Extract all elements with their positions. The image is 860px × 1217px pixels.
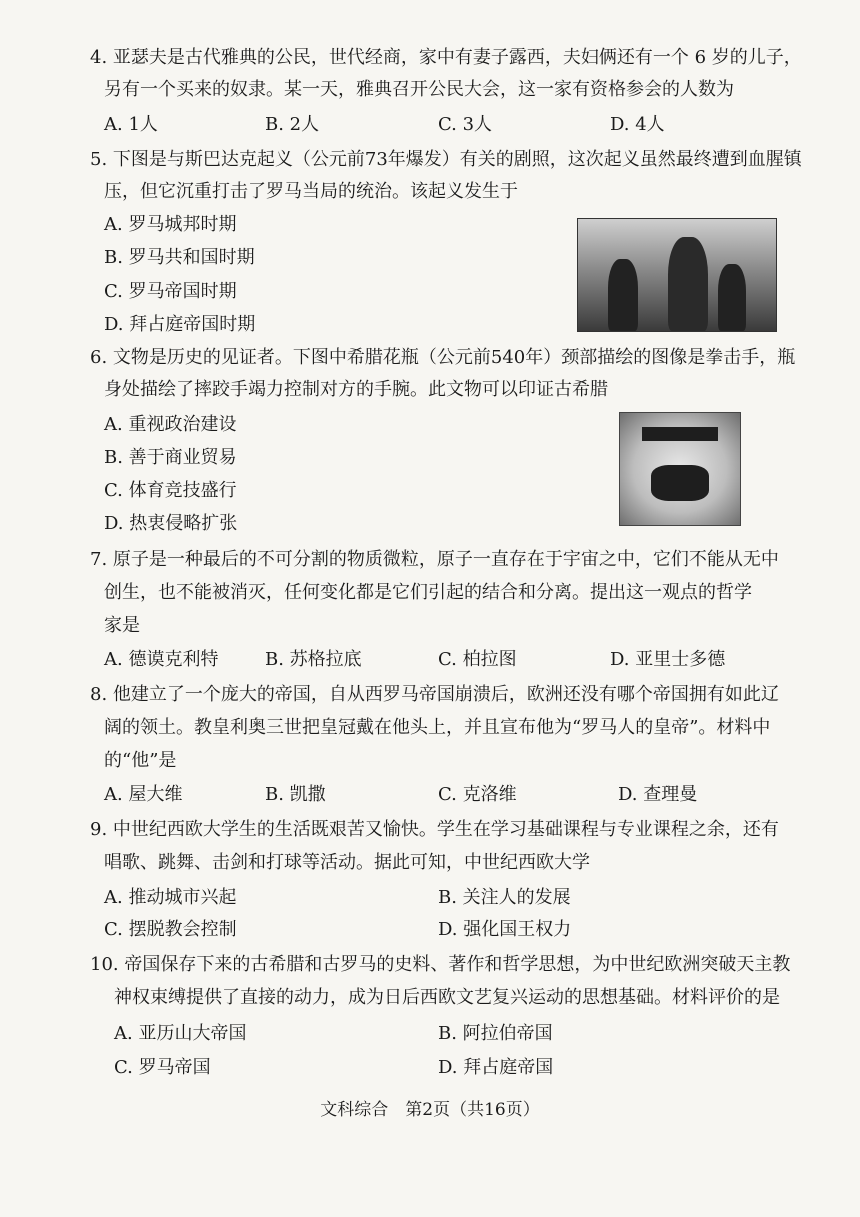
q10-option-b: B. 阿拉伯帝国 (438, 1023, 553, 1044)
q5-stem-line-1: 5. 下图是与斯巴达克起义（公元前73年爆发）有关的剧照，这次起义虽然最终遭到血腥镇 (90, 149, 802, 170)
q8-stem-line-2: 阔的领土。教皇利奥三世把皇冠戴在他头上，并且宣布他为“罗马人的皇帝”。材料中 (104, 717, 771, 738)
q9-option-c: C. 摆脱教会控制 (104, 919, 237, 940)
q8-option-a: A. 屋大维 (104, 784, 183, 805)
q5-option-b: B. 罗马共和国时期 (104, 247, 255, 268)
q8-stem-line-3: 的“他”是 (104, 750, 177, 771)
q5-option-a: A. 罗马城邦时期 (104, 214, 237, 235)
q4-option-a: A. 1人 (104, 114, 158, 135)
q9-option-a: A. 推动城市兴起 (104, 887, 237, 908)
q9-option-d: D. 强化国王权力 (438, 919, 572, 940)
q6-option-d: D. 热衷侵略扩张 (104, 513, 238, 534)
q10-option-a: A. 亚历山大帝国 (114, 1023, 247, 1044)
q7-stem-line-2: 创生，也不能被消灭，任何变化都是它们引起的结合和分离。提出这一观点的哲学 (104, 582, 752, 603)
q4-stem-line-2: 另有一个买来的奴隶。某一天，雅典召开公民大会，这一家有资格参会的人数为 (104, 79, 734, 100)
q7-option-a: A. 德谟克利特 (104, 649, 219, 670)
q7-option-c: C. 柏拉图 (438, 649, 517, 670)
q6-option-c: C. 体育竞技盛行 (104, 480, 237, 501)
q7-stem-line-1: 7. 原子是一种最后的不可分割的物质微粒，原子一直存在于宇宙之中，它们不能从无中 (90, 549, 779, 570)
q7-option-b: B. 苏格拉底 (265, 649, 362, 670)
page-footer: 文科综合 第2页（共16页） (320, 1100, 540, 1120)
q5-option-d: D. 拜占庭帝国时期 (104, 314, 256, 335)
q5-option-c: C. 罗马帝国时期 (104, 281, 237, 302)
q5-stem-line-2: 压，但它沉重打击了罗马当局的统治。该起义发生于 (104, 181, 518, 202)
q4-option-d: D. 4人 (610, 114, 665, 135)
q9-option-b: B. 关注人的发展 (438, 887, 571, 908)
q6-stem-line-1: 6. 文物是历史的见证者。下图中希腊花瓶（公元前540年）颈部描绘的图像是拳击手，瓶 (90, 347, 796, 368)
q8-option-c: C. 克洛维 (438, 784, 517, 805)
q4-option-b: B. 2人 (265, 114, 320, 135)
q4-stem-line-1: 4. 亚瑟夫是古代雅典的公民，世代经商，家中有妻子露西，夫妇俩还有一个 6 岁的儿子， (90, 47, 802, 68)
q10-stem-line-1: 10. 帝国保存下来的古希腊和古罗马的史料、著作和哲学思想，为中世纪欧洲突破天主教 (90, 954, 791, 975)
q8-option-b: B. 凯撒 (265, 784, 326, 805)
q6-stem-line-2: 身处描绘了摔跤手竭力控制对方的手腕。此文物可以印证古希腊 (104, 379, 608, 400)
q7-stem-line-3: 家是 (104, 615, 140, 636)
q9-stem-line-1: 9. 中世纪西欧大学生的生活既艰苦又愉快。学生在学习基础课程与专业课程之余，还有 (90, 819, 779, 840)
q6-option-a: A. 重视政治建设 (104, 414, 237, 435)
q8-stem-line-1: 8. 他建立了一个庞大的帝国，自从西罗马帝国崩溃后，欧洲还没有哪个帝国拥有如此辽 (90, 684, 779, 705)
q7-option-d: D. 亚里士多德 (610, 649, 726, 670)
q10-stem-line-2: 神权束缚提供了直接的动力，成为日后西欧文艺复兴运动的思想基础。材料评价的是 (114, 987, 780, 1008)
q8-option-d: D. 查理曼 (618, 784, 698, 805)
q10-option-c: C. 罗马帝国 (114, 1057, 211, 1078)
q4-option-c: C. 3人 (438, 114, 493, 135)
greek-vase-image (619, 412, 741, 526)
q9-stem-line-2: 唱歌、跳舞、击剑和打球等活动。据此可知，中世纪西欧大学 (104, 852, 590, 873)
q6-option-b: B. 善于商业贸易 (104, 447, 237, 468)
spartacus-film-still-image (577, 218, 777, 332)
q10-option-d: D. 拜占庭帝国 (438, 1057, 554, 1078)
